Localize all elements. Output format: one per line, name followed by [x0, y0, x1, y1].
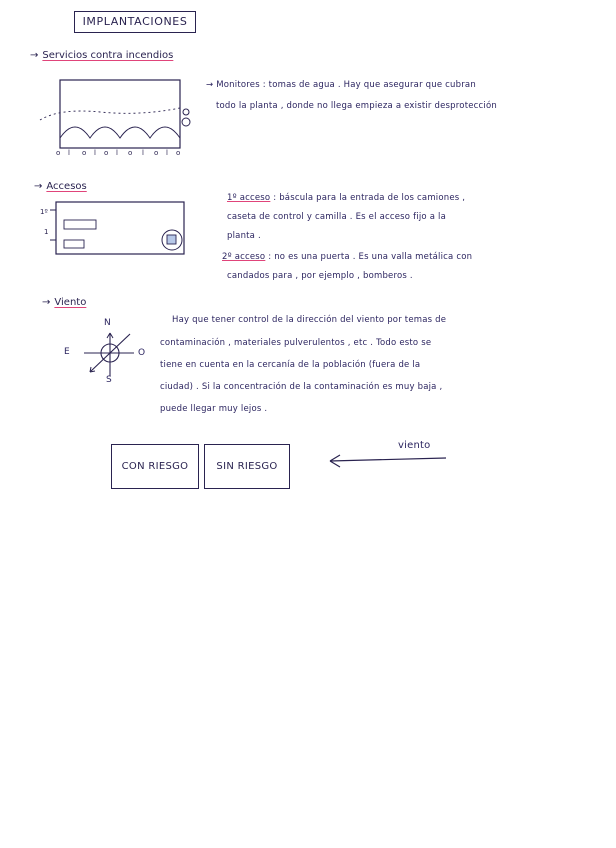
acceso2-line-2: candados para , por ejemplo , bomberos .	[227, 271, 413, 281]
compass-south-label: S	[106, 375, 112, 385]
caseta-control	[64, 220, 96, 229]
svg-text:o: o	[176, 149, 181, 157]
servicios-line-2: todo la planta , donde no llega empieza a existir desprotección	[216, 101, 497, 111]
monitor-coverage-arcs	[60, 127, 180, 138]
viento-line-5: puede llegar muy lejos .	[160, 404, 268, 414]
monitor-marker	[183, 109, 189, 115]
coverage-dashed-line	[40, 108, 180, 120]
acceso1-line-1	[227, 193, 465, 203]
svg-text:o: o	[154, 149, 159, 157]
acceso1-line-3: planta .	[227, 231, 261, 241]
arrow-icon: →	[42, 297, 51, 308]
bascula	[64, 240, 84, 248]
viento-line-2: contaminación , materiales pulverulentos , etc . Todo esto se	[160, 338, 432, 348]
section-viento-label: Viento	[54, 297, 87, 308]
compass-north-label: N	[104, 318, 111, 328]
acceso2-text-1: : no es una puerta . Es una valla metálica con	[268, 252, 473, 262]
svg-text:l: l	[142, 149, 144, 157]
access-diagram	[40, 202, 184, 254]
monitor-marker	[182, 118, 190, 126]
section-accesos-heading	[34, 181, 87, 192]
svg-text:1: 1	[44, 228, 49, 236]
svg-text:o: o	[128, 149, 133, 157]
sin-riesgo-box: SIN RIESGO	[204, 444, 290, 489]
compass-east-label: E	[64, 347, 70, 357]
arrow-icon: →	[30, 50, 39, 61]
viento-line-1: Hay que tener control de la dirección del viento por temas de	[172, 315, 447, 325]
svg-text:l: l	[116, 149, 118, 157]
page-title: IMPLANTACIONES	[74, 11, 196, 33]
servicios-line-1	[206, 80, 476, 90]
plant-monitors-diagram	[40, 80, 190, 157]
acceso1-label: 1º acceso	[227, 193, 271, 203]
viento-line-3: tiene en cuenta en la cercanía de la población (fuera de la	[160, 360, 421, 370]
acceso1-line-2: caseta de control y camilla . Es el acceso fijo a la	[227, 212, 446, 222]
svg-text:l: l	[94, 149, 96, 157]
svg-text:o: o	[104, 149, 109, 157]
arrow-icon: →	[34, 181, 43, 192]
section-viento-heading	[42, 297, 86, 308]
svg-text:1º: 1º	[40, 208, 48, 216]
svg-text:o: o	[82, 149, 87, 157]
acceso2-label: 2º acceso	[222, 252, 266, 262]
viento-line-4: ciudad) . Si la concentración de la contaminación es muy baja ,	[160, 382, 443, 392]
con-riesgo-box: CON RIESGO	[111, 444, 199, 489]
acceso2-line-1	[222, 252, 472, 262]
svg-text:l: l	[166, 149, 168, 157]
compass-diagram	[84, 333, 134, 376]
compass-west-label: O	[138, 348, 146, 358]
servicios-text-1: Monitores : tomas de agua . Hay que asegurar que cubran	[216, 80, 476, 90]
wind-label: viento	[398, 440, 431, 451]
section-servicios-label: Servicios contra incendios	[42, 50, 174, 61]
acceso1-text-1: : báscula para la entrada de los camiones ,	[273, 193, 466, 203]
arrow-icon: →	[206, 80, 214, 90]
svg-text:l: l	[68, 149, 70, 157]
wind-arrow	[330, 455, 446, 467]
wind-arrow-shaft	[330, 458, 446, 461]
section-accesos-label: Accesos	[46, 181, 87, 192]
svg-text:o: o	[56, 149, 61, 157]
